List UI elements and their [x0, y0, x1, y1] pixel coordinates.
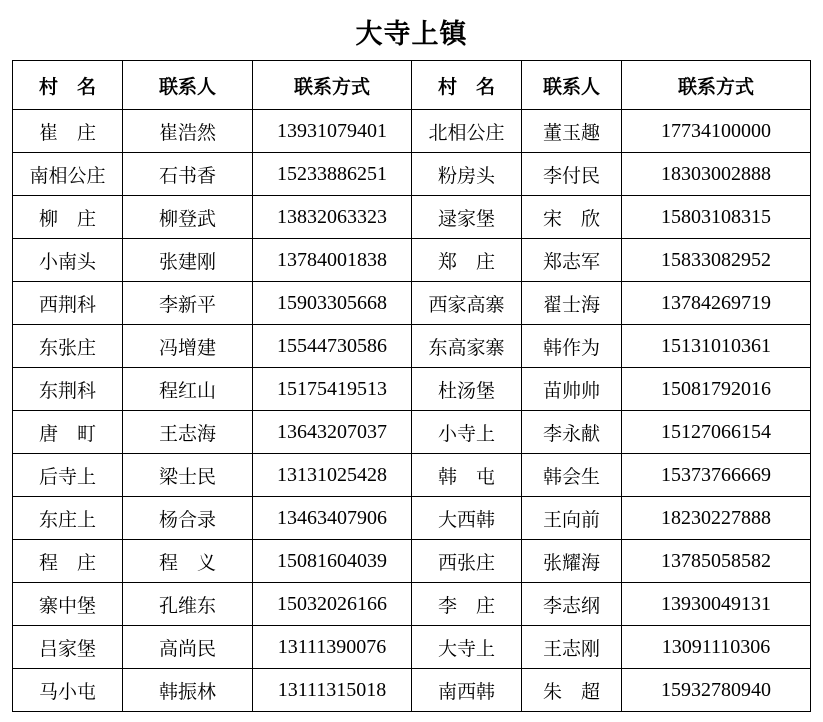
- contact-cell: 王志刚: [522, 626, 622, 669]
- contact-cell: 孔维东: [123, 583, 253, 626]
- phone-cell: 13930049131: [622, 583, 811, 626]
- table-row: [13, 153, 811, 196]
- contact-cell: 宋 欣: [522, 196, 622, 239]
- phone-cell: 13463407906: [253, 497, 412, 540]
- phone-cell: 15032026166: [253, 583, 412, 626]
- phone-cell: 15544730586: [253, 325, 412, 368]
- village-cell: 大寺上: [412, 626, 522, 669]
- header-contact-2: 联系人: [522, 61, 622, 110]
- village-cell: 小寺上: [412, 411, 522, 454]
- village-cell: 逯家堡: [412, 196, 522, 239]
- table-row: [13, 454, 811, 497]
- phone-cell: 15833082952: [622, 239, 811, 282]
- table-row: [13, 540, 811, 583]
- village-cell: 西张庄: [412, 540, 522, 583]
- table-row: [13, 282, 811, 325]
- phone-cell: 17734100000: [622, 110, 811, 153]
- header-phone-1: 联系方式: [253, 61, 412, 110]
- header-contact-1: 联系人: [123, 61, 253, 110]
- contact-cell: 梁士民: [123, 454, 253, 497]
- village-cell: 李 庄: [412, 583, 522, 626]
- contact-cell: 王向前: [522, 497, 622, 540]
- contact-cell: 王志海: [123, 411, 253, 454]
- contact-cell: 董玉趣: [522, 110, 622, 153]
- contact-cell: 朱 超: [522, 669, 622, 712]
- table-row: [13, 583, 811, 626]
- table-row: [13, 196, 811, 239]
- phone-cell: 15803108315: [622, 196, 811, 239]
- contact-cell: 韩会生: [522, 454, 622, 497]
- village-cell: 唐 町: [13, 411, 123, 454]
- phone-cell: 15233886251: [253, 153, 412, 196]
- phone-cell: 13111390076: [253, 626, 412, 669]
- village-cell: 粉房头: [412, 153, 522, 196]
- village-cell: 柳 庄: [13, 196, 123, 239]
- contact-cell: 张耀海: [522, 540, 622, 583]
- contact-cell: 郑志军: [522, 239, 622, 282]
- contact-cell: 李付民: [522, 153, 622, 196]
- phone-cell: 15081792016: [622, 368, 811, 411]
- contact-cell: 柳登武: [123, 196, 253, 239]
- contact-cell: 崔浩然: [123, 110, 253, 153]
- village-cell: 大西韩: [412, 497, 522, 540]
- phone-cell: 13111315018: [253, 669, 412, 712]
- table-row: [13, 626, 811, 669]
- village-cell: 南西韩: [412, 669, 522, 712]
- village-cell: 郑 庄: [412, 239, 522, 282]
- phone-cell: 15175419513: [253, 368, 412, 411]
- contact-cell: 石书香: [123, 153, 253, 196]
- phone-cell: 18303002888: [622, 153, 811, 196]
- phone-cell: 13784001838: [253, 239, 412, 282]
- table-row: [13, 110, 811, 153]
- header-village-1: 村 名: [13, 61, 123, 110]
- village-cell: 南相公庄: [13, 153, 123, 196]
- contact-cell: 杨合录: [123, 497, 253, 540]
- phone-cell: 13785058582: [622, 540, 811, 583]
- phone-cell: 13091110306: [622, 626, 811, 669]
- phone-cell: 13832063323: [253, 196, 412, 239]
- village-cell: 寨中堡: [13, 583, 123, 626]
- phone-cell: 15932780940: [622, 669, 811, 712]
- contact-cell: 李志纲: [522, 583, 622, 626]
- contact-cell: 高尚民: [123, 626, 253, 669]
- table-header-row: [13, 61, 811, 110]
- page-title: 大寺上镇: [355, 19, 468, 50]
- village-cell: 杜汤堡: [412, 368, 522, 411]
- phone-cell: 13643207037: [253, 411, 412, 454]
- village-cell: 崔 庄: [13, 110, 123, 153]
- phone-cell: 15903305668: [253, 282, 412, 325]
- table-row: [13, 325, 811, 368]
- phone-cell: 13931079401: [253, 110, 412, 153]
- village-cell: 韩 屯: [412, 454, 522, 497]
- phone-cell: 13784269719: [622, 282, 811, 325]
- header-village-2: 村 名: [412, 61, 522, 110]
- phone-cell: 15373766669: [622, 454, 811, 497]
- village-cell: 东庄上: [13, 497, 123, 540]
- village-cell: 后寺上: [13, 454, 123, 497]
- table-row: [13, 497, 811, 540]
- contact-cell: 冯增建: [123, 325, 253, 368]
- header-phone-2: 联系方式: [622, 61, 811, 110]
- table-row: [13, 669, 811, 712]
- phone-cell: 15081604039: [253, 540, 412, 583]
- village-cell: 程 庄: [13, 540, 123, 583]
- phone-cell: 18230227888: [622, 497, 811, 540]
- contact-cell: 程红山: [123, 368, 253, 411]
- village-cell: 吕家堡: [13, 626, 123, 669]
- phone-cell: 13131025428: [253, 454, 412, 497]
- contact-cell: 张建刚: [123, 239, 253, 282]
- contact-cell: 李新平: [123, 282, 253, 325]
- table-row: [13, 239, 811, 282]
- village-cell: 东高家寨: [412, 325, 522, 368]
- table-row: [13, 411, 811, 454]
- contact-cell: 韩作为: [522, 325, 622, 368]
- contact-cell: 程 义: [123, 540, 253, 583]
- phone-cell: 15131010361: [622, 325, 811, 368]
- table-row: [13, 368, 811, 411]
- contact-cell: 李永献: [522, 411, 622, 454]
- village-cell: 马小屯: [13, 669, 123, 712]
- contacts-table: [12, 60, 811, 712]
- contact-cell: 翟士海: [522, 282, 622, 325]
- village-cell: 西荆科: [13, 282, 123, 325]
- phone-cell: 15127066154: [622, 411, 811, 454]
- village-cell: 东张庄: [13, 325, 123, 368]
- village-cell: 西家高寨: [412, 282, 522, 325]
- contact-cell: 苗帅帅: [522, 368, 622, 411]
- village-cell: 东荆科: [13, 368, 123, 411]
- table-body: [13, 110, 811, 712]
- village-cell: 北相公庄: [412, 110, 522, 153]
- contact-cell: 韩振林: [123, 669, 253, 712]
- village-cell: 小南头: [13, 239, 123, 282]
